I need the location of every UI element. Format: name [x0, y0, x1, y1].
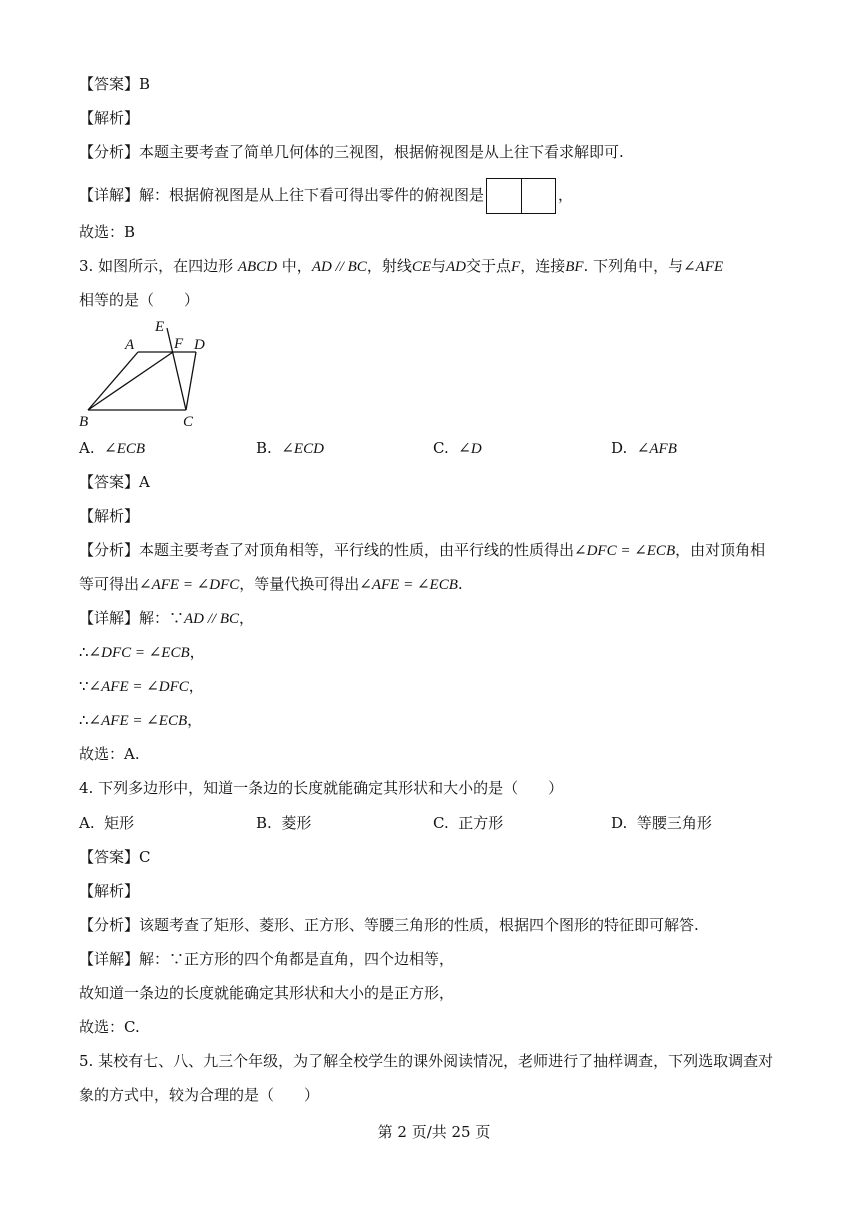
option-text: 等腰三角形 [636, 814, 712, 832]
q5-stem-line1: 5. 某校有七、八、九三个年级，为了解全校学生的课外阅读情况，老师进行了抽样调查，下列选取调查对 [79, 1052, 774, 1070]
q3-math-step: ∠AFE = ∠ECB [88, 713, 188, 729]
q3-analysis-text: 等可得出 [79, 575, 140, 593]
option-letter: B. [256, 439, 272, 457]
therefore-symbol: ∴ [79, 643, 89, 661]
q4-detail: 【详解】解：∵正方形的四个角都是直角，四个边相等， [79, 950, 455, 968]
q3-step-2 [79, 642, 205, 663]
q3-choose: 故选：A. [79, 745, 140, 763]
q3-math-step: ∠DFC = ∠ECB [88, 645, 190, 661]
q3-stem-text: ，射线 [366, 257, 412, 275]
q3-detail-text: ， [239, 609, 255, 627]
q4-answer: 【答案】C [79, 848, 151, 866]
q3-stem-text: 与 [431, 257, 447, 275]
q3-analysis-heading: 【解析】 [79, 507, 140, 525]
q3-detail-text: 【详解】解：∵ [79, 609, 185, 627]
q2-choose: 故选：B [79, 223, 136, 241]
top-view-divider [521, 179, 522, 213]
option-text: 矩形 [104, 814, 135, 832]
q5-stem-line2: 象的方式中，较为合理的是（ ） [79, 1086, 320, 1104]
q4-option-d [611, 813, 712, 833]
quadrilateral-figure [76, 318, 226, 434]
q4-analysis-heading: 【解析】 [79, 882, 140, 900]
page-footer: 第 2 页/共 25 页 [377, 1123, 491, 1141]
q3-option-a [79, 438, 145, 459]
option-text: 菱形 [281, 814, 312, 832]
q3-stem-text: 3. 如图所示，在四边形 [79, 257, 238, 275]
option-letter: C. [433, 814, 449, 832]
option-text: ∠D [458, 441, 482, 457]
option-text: ∠ECB [104, 441, 146, 457]
q3-stem-text: 交于点 [466, 257, 512, 275]
option-letter: A. [79, 814, 95, 832]
label-c: C [183, 414, 194, 430]
q3-step-4 [79, 710, 202, 731]
option-text: ∠ECD [281, 441, 324, 457]
q2-detail-text: 【详解】解：根据俯视图是从上往下看可得出零件的俯视图是 [79, 186, 485, 204]
q4-detail-line2: 故知道一条边的长度就能确定其形状和大小的是正方形， [79, 984, 455, 1002]
q4-stem: 4. 下列多边形中，知道一条边的长度就能确定其形状和大小的是（ ） [79, 779, 564, 797]
segment-dc [186, 352, 196, 410]
option-text: 正方形 [458, 814, 504, 832]
q2-analysis-heading: 【解析】 [79, 109, 140, 127]
q3-detail-line1 [79, 608, 254, 629]
q4-option-b [256, 813, 311, 833]
q3-math-angle-afe: ∠AFE [683, 259, 724, 275]
label-a: A [125, 337, 135, 353]
q3-math-ad-parallel-bc: AD // BC [311, 259, 367, 275]
q4-choose: 故选：C. [79, 1018, 140, 1036]
q3-math-abcd: ABCD [237, 259, 278, 275]
q3-step-end: ， [188, 677, 204, 695]
label-b: B [79, 414, 89, 430]
q3-stem-text: . 下列角中，与 [583, 257, 684, 275]
q3-math-step: ∠AFE = ∠DFC [88, 679, 189, 695]
option-letter: A. [79, 439, 95, 457]
q3-math-f: F [511, 259, 521, 275]
because-symbol: ∵ [79, 677, 89, 695]
q3-analysis-line2 [79, 574, 463, 595]
q3-math-afe-dfc: ∠AFE = ∠DFC [139, 577, 240, 593]
option-letter: D. [611, 439, 628, 457]
q3-analysis-text: 【分析】本题主要考查了对顶角相等，平行线的性质，由平行线的性质得出 [79, 541, 575, 559]
q3-math-bf: BF [565, 259, 584, 275]
q4-option-c [433, 813, 503, 833]
q3-math-dfc-ecb: ∠DFC = ∠ECB [574, 543, 676, 559]
q3-step-end: ， [187, 711, 203, 729]
q3-stem-line1 [79, 256, 723, 277]
q3-math-ce: CE [411, 259, 431, 275]
option-letter: C. [433, 439, 449, 457]
q3-step-end: ， [189, 643, 205, 661]
q3-option-c [433, 438, 482, 459]
q3-stem-line2: 相等的是（ ） [79, 291, 200, 309]
q3-math-ad-parallel-bc: AD // BC [184, 611, 240, 627]
label-e: E [155, 319, 165, 335]
q3-option-b [256, 438, 324, 459]
q3-analysis-text: ，由对顶角相 [675, 541, 766, 559]
q3-math-afe-ecb: ∠AFE = ∠ECB [359, 577, 458, 593]
label-d: D [194, 337, 205, 353]
q3-option-d [611, 438, 677, 459]
option-letter: D. [611, 814, 628, 832]
therefore-symbol: ∴ [79, 711, 89, 729]
top-view-figure [486, 178, 556, 214]
q3-answer: 【答案】A [79, 473, 150, 491]
label-f: F [174, 336, 184, 352]
q3-analysis-line1 [79, 540, 765, 561]
q3-stem-text: ，连接 [520, 257, 566, 275]
q2-detail-end: ， [558, 186, 574, 204]
q3-analysis-text: ，等量代换可得出 [239, 575, 360, 593]
q3-step-3 [79, 676, 204, 697]
option-text: ∠AFB [636, 441, 677, 457]
q2-detail [79, 176, 573, 214]
q4-analysis: 【分析】该题考查了矩形、菱形、正方形、等腰三角形的性质，根据四个图形的特征即可解答. [79, 916, 699, 934]
option-letter: B. [256, 814, 272, 832]
q3-analysis-text: . [457, 575, 463, 593]
q2-answer: 【答案】B [79, 75, 151, 93]
q3-math-ad: AD [446, 259, 467, 275]
q2-analysis: 【分析】本题主要考查了简单几何体的三视图，根据俯视图是从上往下看求解即可. [79, 143, 624, 161]
q4-option-a [79, 813, 134, 833]
q3-stem-text: 中， [277, 257, 312, 275]
